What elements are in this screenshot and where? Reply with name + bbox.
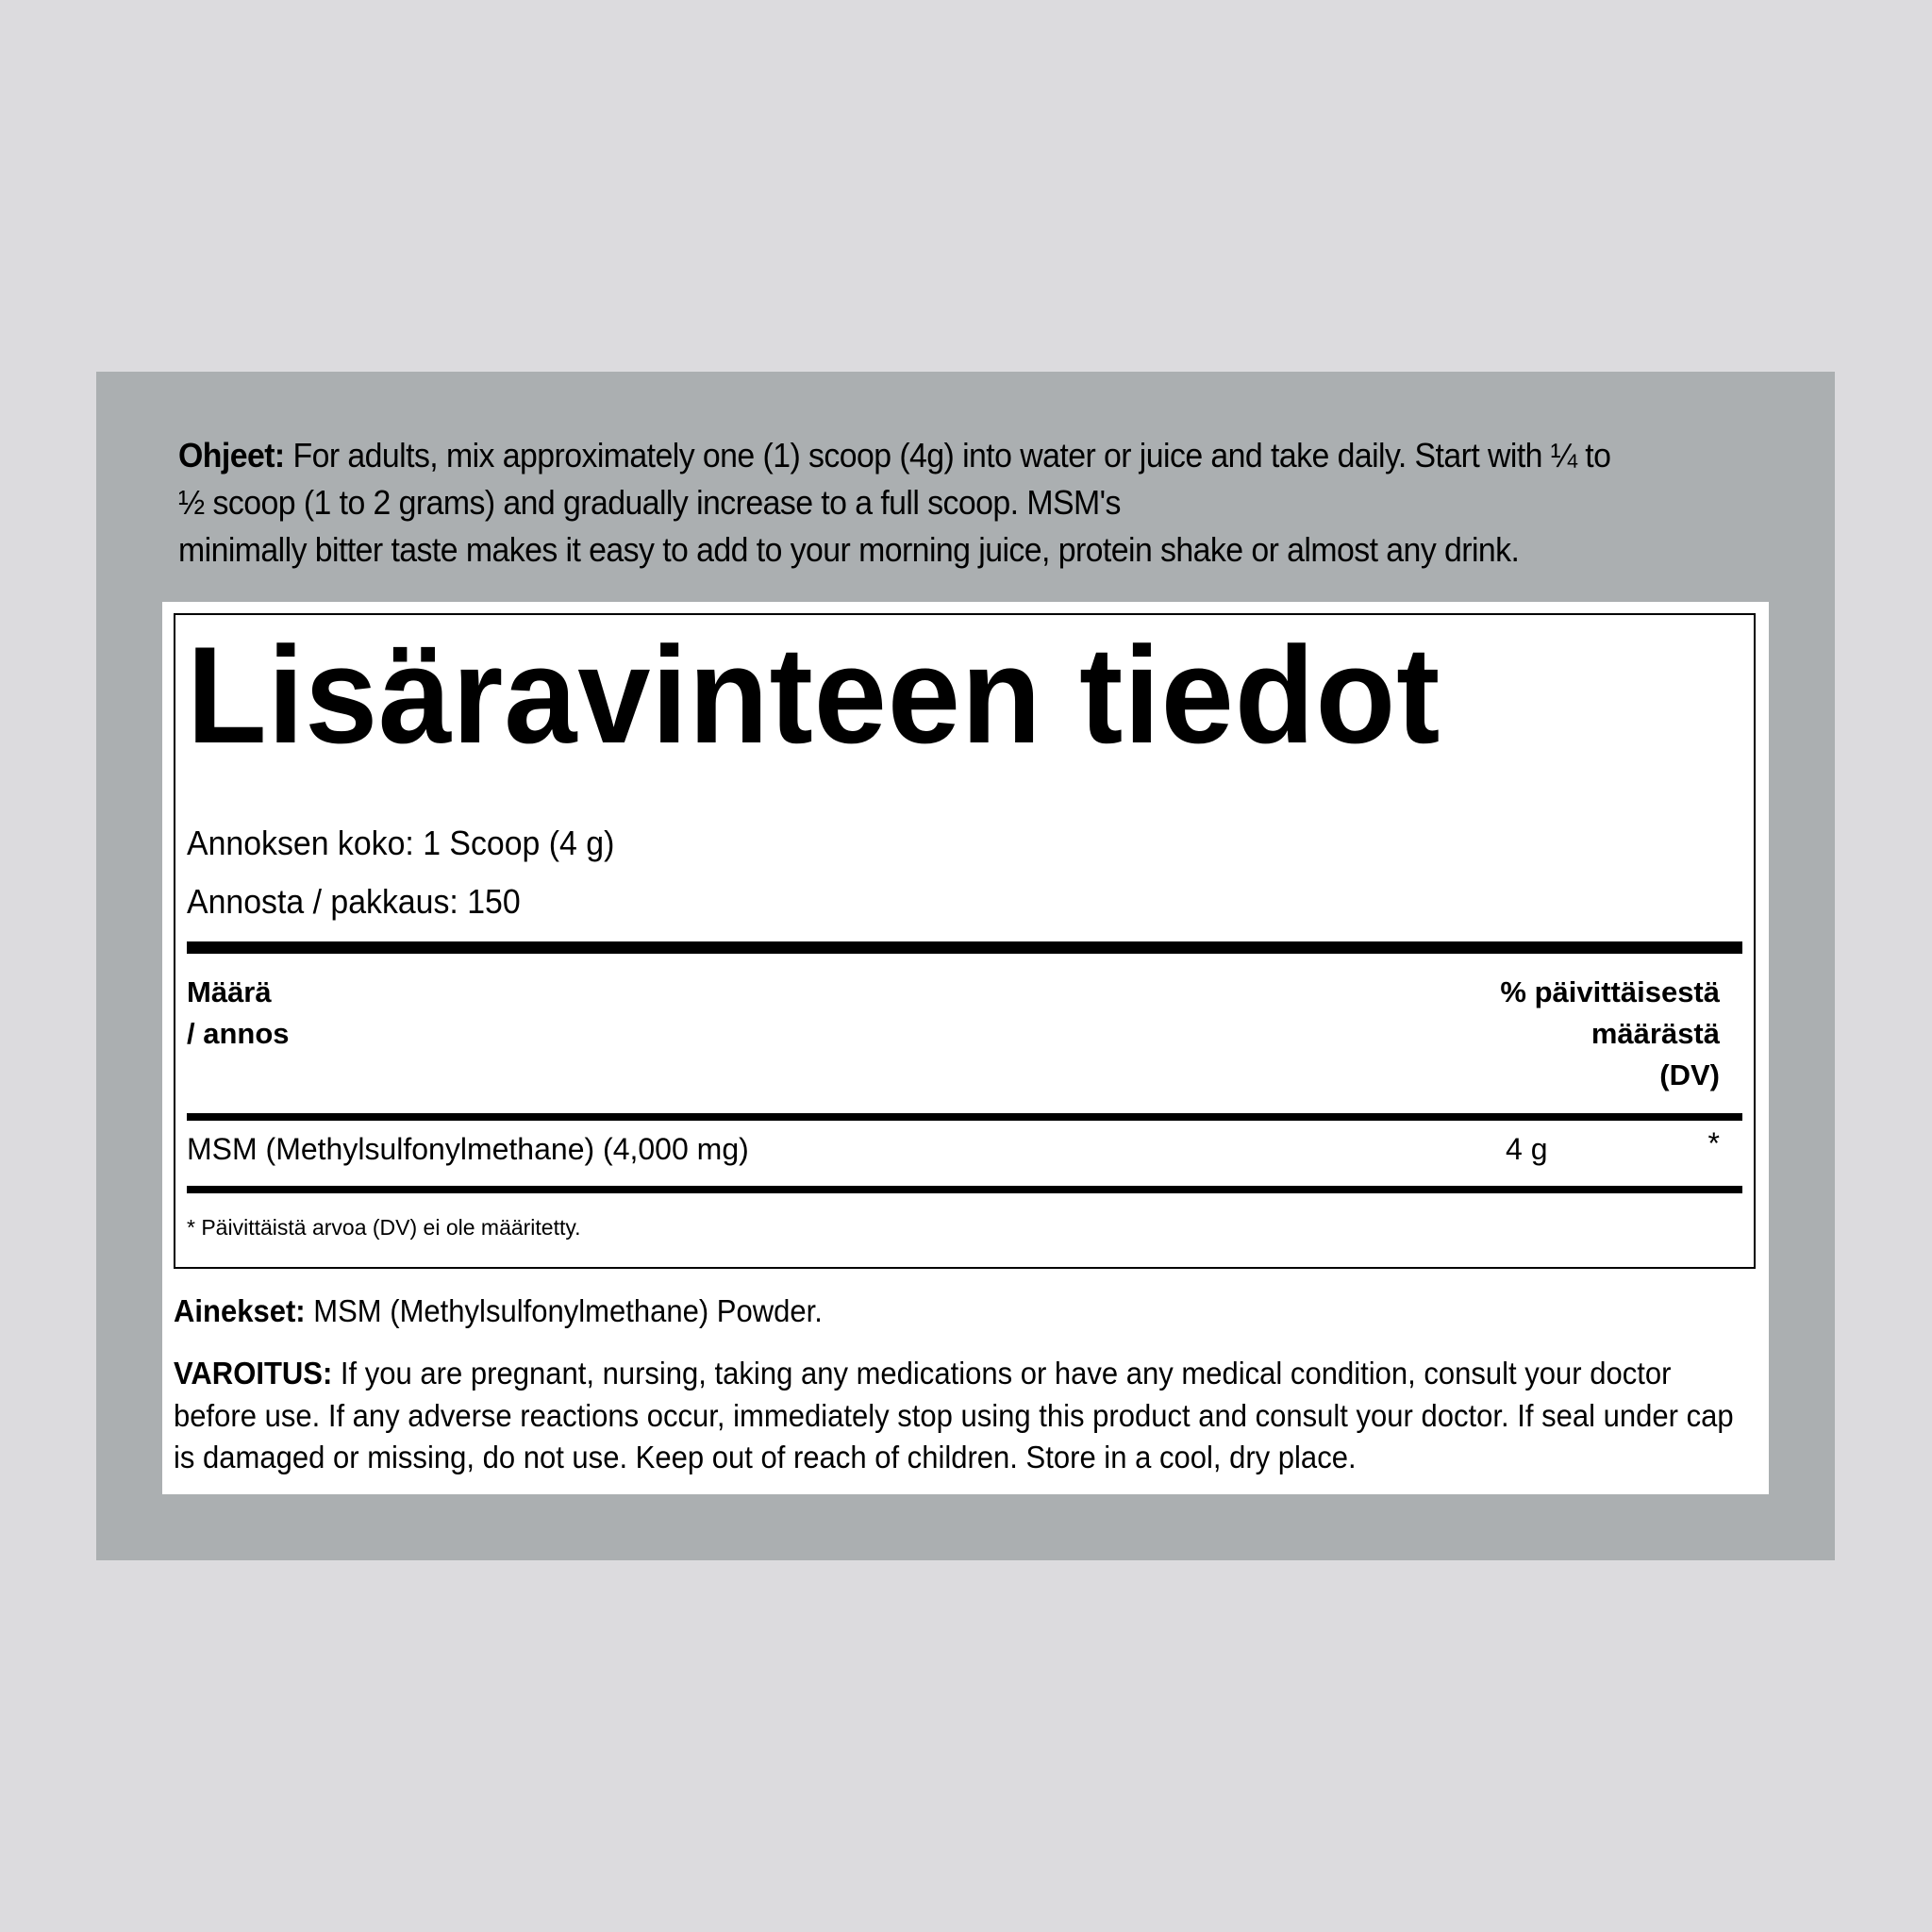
header-left-line-2: / annos: [187, 1017, 290, 1050]
nutrient-name: MSM (Methylsulfonylmethane) (4,000 mg): [187, 1132, 749, 1166]
directions-line-1: [178, 432, 1686, 479]
serving-size: Annoksen koko: 1 Scoop (4 g): [187, 824, 615, 862]
supplement-facts-box: [174, 613, 1756, 1269]
directions-text: [178, 432, 1686, 574]
warning-label: VAROITUS:: [174, 1356, 333, 1391]
ingredients-text: [174, 1291, 823, 1332]
warning-text-1: If you are pregnant, nursing, taking any medications or have any medical condition, consult your doctor: [332, 1356, 1672, 1391]
directions-label: Ohjeet:: [178, 436, 285, 475]
facts-title: Lisäravinteen tiedot: [187, 618, 1441, 772]
warning-text: [174, 1353, 1734, 1479]
warning-line-2: before use. If any adverse reactions occur, immediately stop using this product and consult your doctor. If seal under cap: [174, 1397, 1734, 1433]
header-divider: [187, 1113, 1742, 1121]
header-right-line-1: % päivittäisestä: [1500, 975, 1720, 1008]
amount-per-serving-header: [187, 972, 290, 1055]
warning-line-1: [174, 1353, 1699, 1395]
nutrient-amount: 4 g: [1506, 1132, 1548, 1166]
header-left-line-1: Määrä: [187, 975, 272, 1008]
dv-footnote: * Päivittäistä arvoa (DV) ei ole määritetty.: [187, 1215, 581, 1240]
directions-line-3: minimally bitter taste makes it easy to add to your morning juice, protein shake or almost any drink.: [178, 530, 1520, 569]
warning-line-3: is damaged or missing, do not use. Keep out of reach of children. Store in a cool, dry place.: [174, 1440, 1357, 1474]
servings-per-container: Annosta / pakkaus: 150: [187, 882, 521, 921]
nutrient-dv: *: [1707, 1126, 1720, 1160]
daily-value-header: [1500, 972, 1720, 1096]
thick-divider: [187, 941, 1742, 954]
ingredients-value: MSM (Methylsulfonylmethane) Powder.: [305, 1293, 823, 1328]
ingredients-label: Ainekset:: [174, 1293, 306, 1328]
directions-line-2: ½ scoop (1 to 2 grams) and gradually increase to a full scoop. MSM's: [178, 483, 1121, 522]
header-right-line-3: (DV): [1659, 1058, 1720, 1091]
row-divider: [187, 1186, 1742, 1193]
directions-text-1: For adults, mix approximately one (1) scoop (4g) into water or juice and take daily. Start with ¼ to: [284, 436, 1611, 475]
header-right-line-2: määrästä: [1591, 1017, 1720, 1050]
